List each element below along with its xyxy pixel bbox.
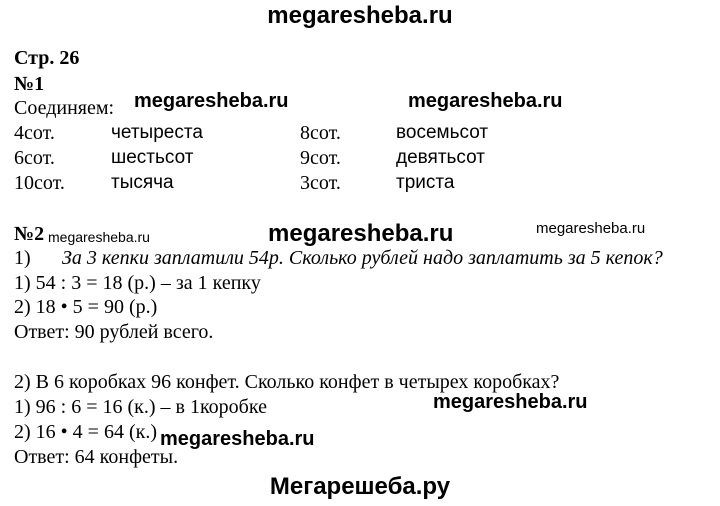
row1-word1: четыреста [111, 122, 203, 143]
header-watermark: megaresheba.ru [267, 2, 453, 29]
row1-num1: 4сот. [14, 122, 55, 144]
task2-number: №2 [14, 223, 45, 245]
task1-number: №1 [14, 73, 45, 95]
task2-part1-answer: Ответ: 90 рублей всего. [14, 321, 214, 343]
task2-part2-answer: Ответ: 64 конфеты. [14, 446, 179, 468]
row3-word1: тысяча [111, 172, 174, 193]
task1-intro: Соединяем: [14, 97, 115, 119]
row1-word2: восемьсот [396, 122, 489, 143]
task2-part1-line1: 1) 54 : 3 = 18 (р.) – за 1 кепку [14, 272, 261, 294]
row2-word1: шестьсот [111, 147, 194, 168]
watermark: megaresheba.ru [433, 391, 588, 413]
watermark: megaresheba.ru [536, 220, 646, 237]
task2-part2-line2: 2) 16 • 4 = 64 (к.) [14, 421, 157, 443]
row2-num1: 6сот. [14, 147, 55, 169]
task2-part1-label: 1) [14, 247, 31, 269]
task2-part1-line2: 2) 18 • 5 = 90 (р.) [14, 296, 158, 318]
watermark: megaresheba.ru [408, 90, 563, 112]
row1-num2: 8сот. [300, 122, 341, 144]
row2-num2: 9сот. [300, 147, 341, 169]
watermark: megaresheba.ru [48, 229, 150, 245]
task2-part1-question: За 3 кепки заплатили 54р. Сколько рублей надо заплатить за 5 кепок? [62, 247, 663, 269]
watermark: megaresheba.ru [268, 220, 454, 247]
watermark: megaresheba.ru [160, 428, 315, 450]
task2-part2-line1: 1) 96 : 6 = 16 (к.) – в 1коробке [14, 396, 267, 418]
page-label: Стр. 26 [14, 47, 80, 69]
watermark: megaresheba.ru [134, 90, 289, 112]
row3-word2: триста [396, 172, 455, 193]
row2-word2: девятьсот [396, 147, 485, 168]
footer-watermark: Мегарешеба.ру [269, 473, 451, 500]
row3-num1: 10сот. [14, 172, 65, 194]
task2-part2-question: 2) В 6 коробках 96 конфет. Сколько конфет в четырех коробках? [14, 371, 560, 393]
row3-num2: 3сот. [300, 172, 341, 194]
